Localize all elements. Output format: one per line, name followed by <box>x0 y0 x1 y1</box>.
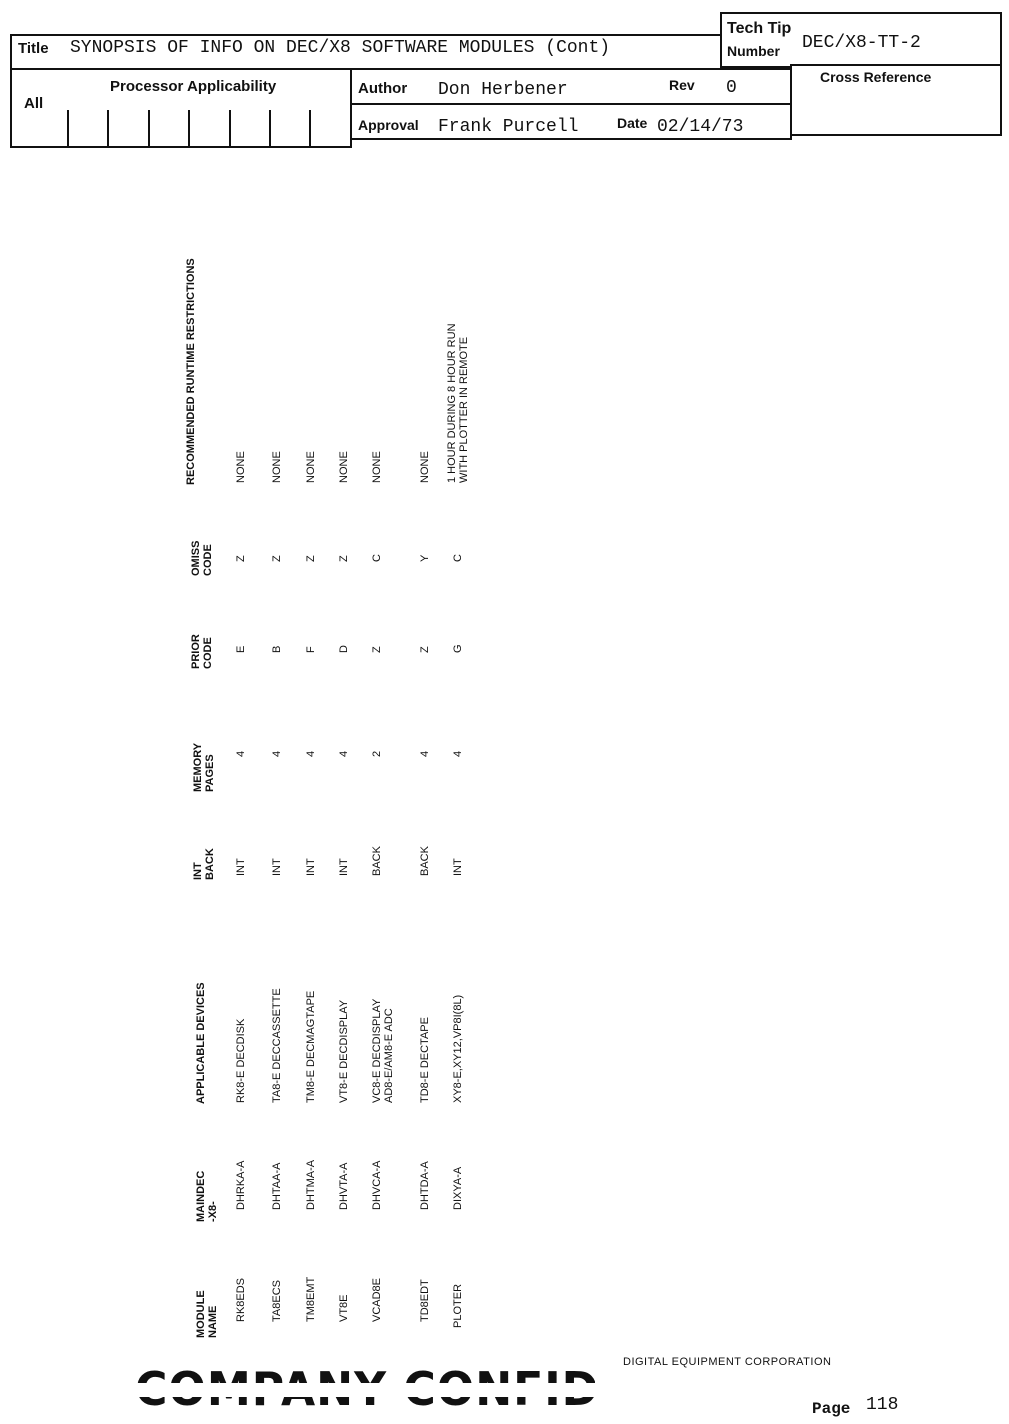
cell-maindec: DHTAA-A <box>271 1162 283 1210</box>
cell-prior-code: B <box>271 645 283 653</box>
author-divider <box>350 103 790 105</box>
cell-restrictions: 1 HOUR DURING 8 HOUR RUN WITH PLOTTER IN REMOTE <box>446 323 470 483</box>
cell-restrictions: NONE <box>419 451 431 483</box>
cell-module-name: RK8EDS <box>235 1277 247 1322</box>
title-label: Title <box>18 40 49 57</box>
cell-restrictions: NONE <box>271 451 283 483</box>
cell-omiss-code: Y <box>419 554 431 562</box>
cell-maindec: DIXYA-A <box>452 1166 464 1210</box>
processor-applicability-label: Processor Applicability <box>110 78 277 95</box>
cell-memory-pages: 4 <box>338 750 350 757</box>
cell-maindec: DHTDA-A <box>419 1161 431 1210</box>
cell-prior-code: F <box>305 646 317 653</box>
tick-line <box>309 110 311 146</box>
tick-line <box>148 110 150 146</box>
cell-restrictions: NONE <box>235 451 247 483</box>
cell-restrictions: NONE <box>305 451 317 483</box>
cell-maindec: DHVTA-A <box>338 1162 350 1210</box>
cell-int-back: INT <box>305 858 317 876</box>
header-memory-pages: MEMORY PAGES <box>192 742 216 792</box>
cross-reference-label: Cross Reference <box>820 69 932 85</box>
date-label: Date <box>617 115 648 131</box>
header-applicable-devices: APPLICABLE DEVICES <box>195 982 207 1104</box>
cell-memory-pages: 4 <box>305 750 317 757</box>
header-omiss-code: OMISS CODE <box>190 540 214 576</box>
cell-maindec: DHRKA-A <box>235 1160 247 1210</box>
cell-devices: RK8-E DECDISK <box>235 1018 247 1103</box>
all-label: All <box>24 95 44 112</box>
rev-value: 0 <box>726 78 737 98</box>
cell-memory-pages: 4 <box>235 750 247 757</box>
cell-prior-code: E <box>235 645 247 653</box>
header-prior-code: PRIOR CODE <box>190 634 214 669</box>
tick-line <box>269 110 271 146</box>
cell-restrictions: NONE <box>371 451 383 483</box>
cell-module-name: PLOTER <box>452 1283 464 1328</box>
tick-line <box>229 110 231 146</box>
rev-label: Rev <box>669 77 695 93</box>
cell-module-name: VT8E <box>338 1294 350 1322</box>
cell-module-name: TM8EMT <box>305 1276 317 1322</box>
cell-memory-pages: 4 <box>419 750 431 757</box>
cell-int-back: BACK <box>419 846 431 876</box>
cell-memory-pages: 4 <box>271 750 283 757</box>
page-label: Page <box>812 1400 851 1418</box>
cell-module-name: TD8EDT <box>419 1279 431 1322</box>
author-name: Don Herbener <box>438 80 568 100</box>
cell-int-back: INT <box>235 858 247 876</box>
header-int-back: INT BACK <box>192 848 216 880</box>
author-label: Author <box>358 80 408 97</box>
company-name: DIGITAL EQUIPMENT CORPORATION <box>623 1356 832 1368</box>
cell-omiss-code: Z <box>305 555 317 562</box>
tick-line <box>67 110 69 146</box>
document-title: SYNOPSIS OF INFO ON DEC/X8 SOFTWARE MODULES (Cont) <box>70 38 611 58</box>
tech-tip-number: DEC/X8-TT-2 <box>802 33 921 53</box>
cell-int-back: INT <box>338 858 350 876</box>
approval-label: Approval <box>358 117 419 133</box>
date-value: 02/14/73 <box>657 117 744 137</box>
page-number: 118 <box>866 1395 899 1415</box>
company-confidential-stamp <box>135 1361 595 1417</box>
header-module-name: MODULE NAME <box>195 1290 219 1338</box>
cell-prior-code: Z <box>371 646 383 653</box>
cell-prior-code: G <box>452 644 464 653</box>
cell-module-name: TA8ECS <box>271 1280 283 1322</box>
cell-int-back: BACK <box>371 846 383 876</box>
tick-line <box>107 110 109 146</box>
cell-devices: TM8-E DECMAGTAPE <box>305 990 317 1103</box>
cell-int-back: INT <box>452 858 464 876</box>
cell-memory-pages: 4 <box>452 750 464 757</box>
cell-omiss-code: Z <box>271 555 283 562</box>
cell-module-name: VCAD8E <box>371 1277 383 1322</box>
cell-omiss-code: C <box>452 554 464 562</box>
header-runtime-restrictions: RECOMMENDED RUNTIME RESTRICTIONS <box>185 258 197 485</box>
cell-devices: XY8-E,XY12,VP8I(8L) <box>452 994 464 1103</box>
cell-memory-pages: 2 <box>371 750 383 757</box>
cell-maindec: DHTMA-A <box>305 1159 317 1210</box>
cell-prior-code: D <box>338 645 350 653</box>
header-maindec: MAINDEC -X8- <box>195 1170 219 1222</box>
cell-omiss-code: C <box>371 554 383 562</box>
cell-maindec: DHVCA-A <box>371 1160 383 1210</box>
cell-omiss-code: Z <box>235 555 247 562</box>
cell-devices: TD8-E DECTAPE <box>419 1017 431 1103</box>
cell-prior-code: Z <box>419 646 431 653</box>
cell-devices: TA8-E DECCASSETTE <box>271 988 283 1103</box>
tech-tip-label: Tech Tip <box>727 20 792 37</box>
cell-restrictions: NONE <box>338 451 350 483</box>
number-label: Number <box>727 43 780 59</box>
tick-line <box>188 110 190 146</box>
cell-int-back: INT <box>271 858 283 876</box>
cell-devices: VC8-E DECDISPLAY AD8-E/AM8-E ADC <box>371 998 395 1103</box>
cell-omiss-code: Z <box>338 555 350 562</box>
cell-devices: VT8-E DECDISPLAY <box>338 999 350 1103</box>
approval-name: Frank Purcell <box>438 117 579 137</box>
